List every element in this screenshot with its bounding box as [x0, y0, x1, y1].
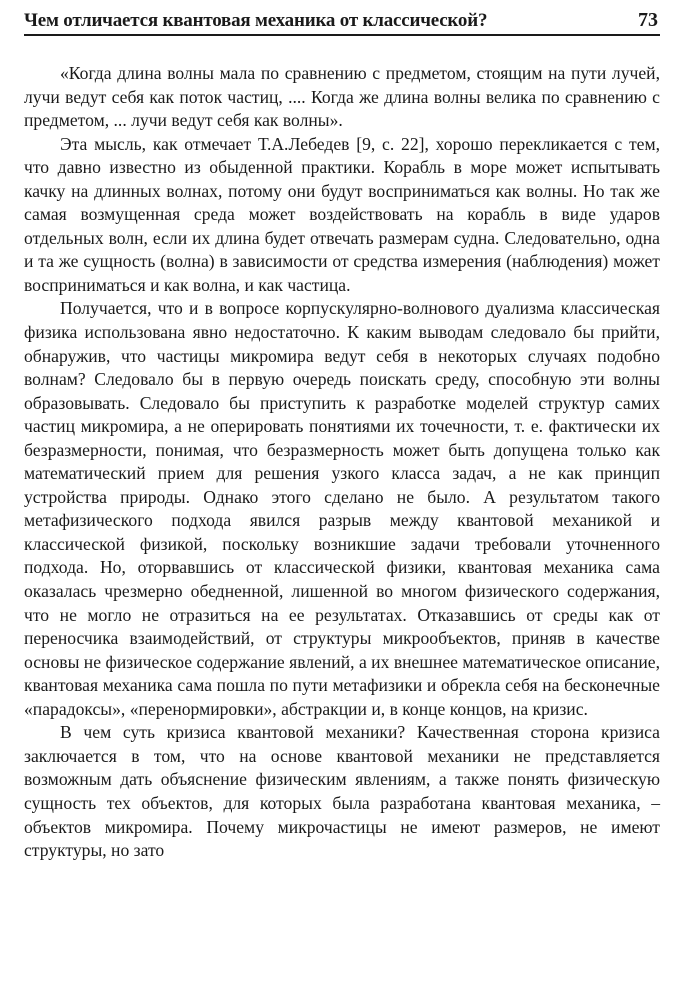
chapter-title: Чем отличается квантовая механика от классической?	[24, 10, 488, 31]
paragraph-crisis: В чем суть кризиса квантовой механики? Качественная сторона кризиса заключается в том, что на основе квантовой механики не представляется возможным дать объяснение физическим явлениям, а также понять физическую сущность тех объектов, для которых была разработана квантовая механика, – объектов микромира. Почему микрочастицы не имеют размеров, не имеют структуры, но зато	[24, 722, 660, 861]
running-header	[24, 6, 660, 36]
body-text	[24, 62, 660, 863]
paragraph-quote: «Когда длина волны мала по сравнению с предметом, стоящим на пути лучей, лучи ведут себя как поток частиц, .... Когда же длина волны велика по сравнению с предметом, ... лучи ведут себя как волны».	[24, 63, 660, 131]
page-number: 73	[638, 9, 658, 31]
paragraph-lebedev: Эта мысль, как отмечает Т.А.Лебедев [9, с. 22], хорошо перекликается с тем, что давно известно из обыденной практики. Корабль в море может испытывать качку на длинных волнах, потому они будут восприниматься как волны. Но так же самая возмущенная среда может воздействовать на корабль в виде ударов отдельных волн, если их длина будет отвечать размерам судна. Следовательно, одна и та же сущность (волна) в зависимости от средства измерения (наблюдения) может восприниматься и как волна, и как частица.	[24, 133, 660, 295]
paragraph-dualism: Получается, что и в вопросе корпускулярно-волнового дуализма классическая физика использована явно недостаточно. К каким выводам следовало бы прийти, обнаружив, что частицы микромира ведут себя в некоторых случаях подобно волнам? Следовало бы в первую очередь поискать среду, способную эти волны образовывать. Следовало бы приступить к разработке моделей структур самих частиц микромира, а не оперировать понятиями их точечности, т. е. фактически их безразмерности, понимая, что безразмерность может быть допущена только как математический прием для решения узкого класса задач, а не как принцип устройства природы. Однако этого сделано не было. А результатом такого метафизического подхода явился разрыв между квантовой механикой и классической физикой, поскольку возникшие задачи требовали уточненного подхода. Но, оторвавшись от классической физики, квантовая механика сама оказалась чрезмерно обедненной, лишенной во многом физического содержания, что не могло не отразиться на ее результатах. Отказавшись от среды как от переносчика взаимодействий, от структуры микрообъектов, приняв в качестве основы не физическое содержание явлений, а их внешнее математическое описание, квантовая механика сама пошла по пути метафизики и обрекла себя на бесконечные «парадоксы», «перенормировки», абстракции и, в конце концов, на кризис.	[24, 298, 660, 719]
